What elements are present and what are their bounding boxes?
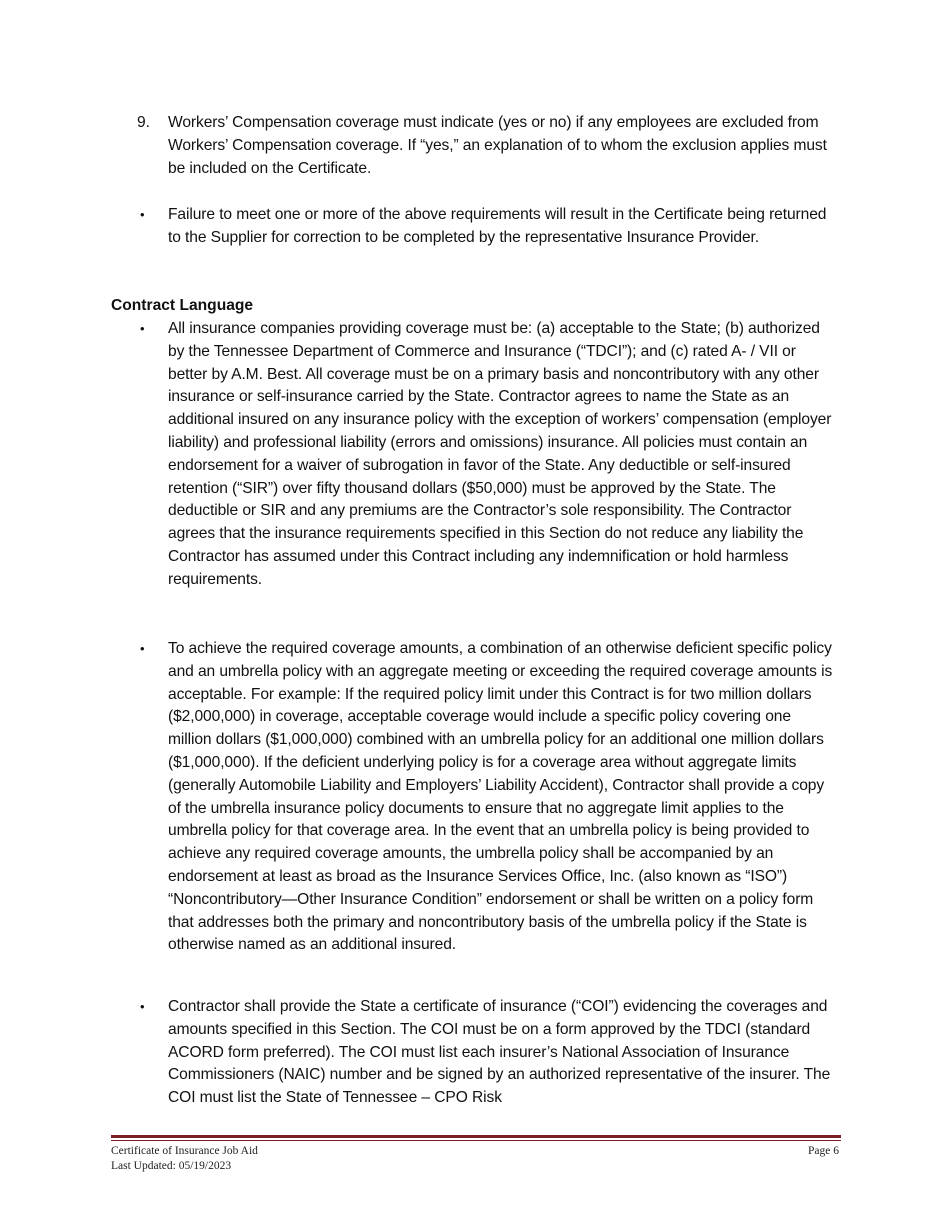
- footer-last-updated: Last Updated: 05/19/2023: [111, 1159, 232, 1172]
- section-heading: Contract Language: [111, 297, 254, 314]
- list-item-failure-requirements: Failure to meet one or more of the above requirements will result in the Certificate being returned to the Supplier for correction to be completed by the representative Insurance Provider.: [168, 206, 827, 246]
- bullet-icon: •: [140, 999, 145, 1014]
- list-item-insurance-companies: All insurance companies providing coverage must be: (a) acceptable to the State; (b) authorized by the Tennessee Department of Commerce and Insurance (“TDCI”); and (c) rated A- / VII or better by A.M. Best. All coverage must be on a primary basis and noncontributory with any other insurance or self-insurance carried by the State. Contractor agrees to name the State as an additional insured on any insurance policy with the exception of workers’ compensation (employer liability) and professional liability (errors and omissions) insurance. All policies must contain an endorsement for a waiver of subrogation in favor of the State. Any deductible or self-insured retention (“SIR”) over fifty thousand dollars ($50,000) must be approved by the State. The deductible or SIR and any premiums are the Contractor’s sole responsibility. The Contractor agrees that the insurance requirements specified in this Section do not reduce any liability the Contractor has assumed under this Contract including any indemnification or hold harmless requirements.: [168, 320, 832, 588]
- page-number: Page 6: [808, 1145, 839, 1157]
- footer-document-title: Certificate of Insurance Job Aid: [111, 1145, 258, 1157]
- bullet-icon: •: [140, 321, 145, 336]
- list-number: 9.: [137, 114, 151, 131]
- list-item-certificate-of-insurance: Contractor shall provide the State a certificate of insurance (“COI”) evidencing the coverages and amounts specified in this Section. The COI must be on a form approved by the TDCI (standard ACORD form preferred). The COI must list each insurer’s National Association of Insurance Commissioners (NAIC) number and be signed by an authorized representative of the insurer. The COI must list the State of Tennessee – CPO Risk: [168, 998, 831, 1107]
- list-item-workers-comp: Workers’ Compensation coverage must indicate (yes or no) if any employees are excluded from Workers’ Compensation coverage. If “yes,” an explanation of to whom the exclusion applies must be included on the Certificate.: [168, 114, 827, 177]
- bullet-icon: •: [140, 207, 145, 222]
- bullet-icon: •: [140, 641, 145, 656]
- list-item-umbrella-policy: To achieve the required coverage amounts, a combination of an otherwise deficient specific policy and an umbrella policy with an aggregate meeting or exceeding the required coverage amounts is acceptable. For example: If the required policy limit under this Contract is for two million dollars ($2,000,000) in coverage, acceptable coverage would include a specific policy covering one million dollars ($1,000,000) combined with an umbrella policy for an additional one million dollars ($1,000,000). If the deficient underlying policy is for a coverage area without aggregate limits (generally Automobile Liability and Employers’ Liability Accident), Contractor shall provide a copy of the umbrella insurance policy documents to ensure that no aggregate limit applies to the umbrella policy for that coverage area. In the event that an umbrella policy is being provided to achieve any required coverage amounts, the umbrella policy shall be accompanied by an endorsement at least as broad as the Insurance Services Office, Inc. (also known as “ISO”) “Noncontributory—Other Insurance Condition” endorsement or shall be written on a policy form that addresses both the primary and noncontributory basis of the umbrella policy if the State is otherwise named as an additional insured.: [168, 640, 833, 954]
- footer-divider-thin: [111, 1140, 841, 1141]
- footer-left: [111, 1144, 258, 1173]
- footer-divider: [111, 1135, 841, 1138]
